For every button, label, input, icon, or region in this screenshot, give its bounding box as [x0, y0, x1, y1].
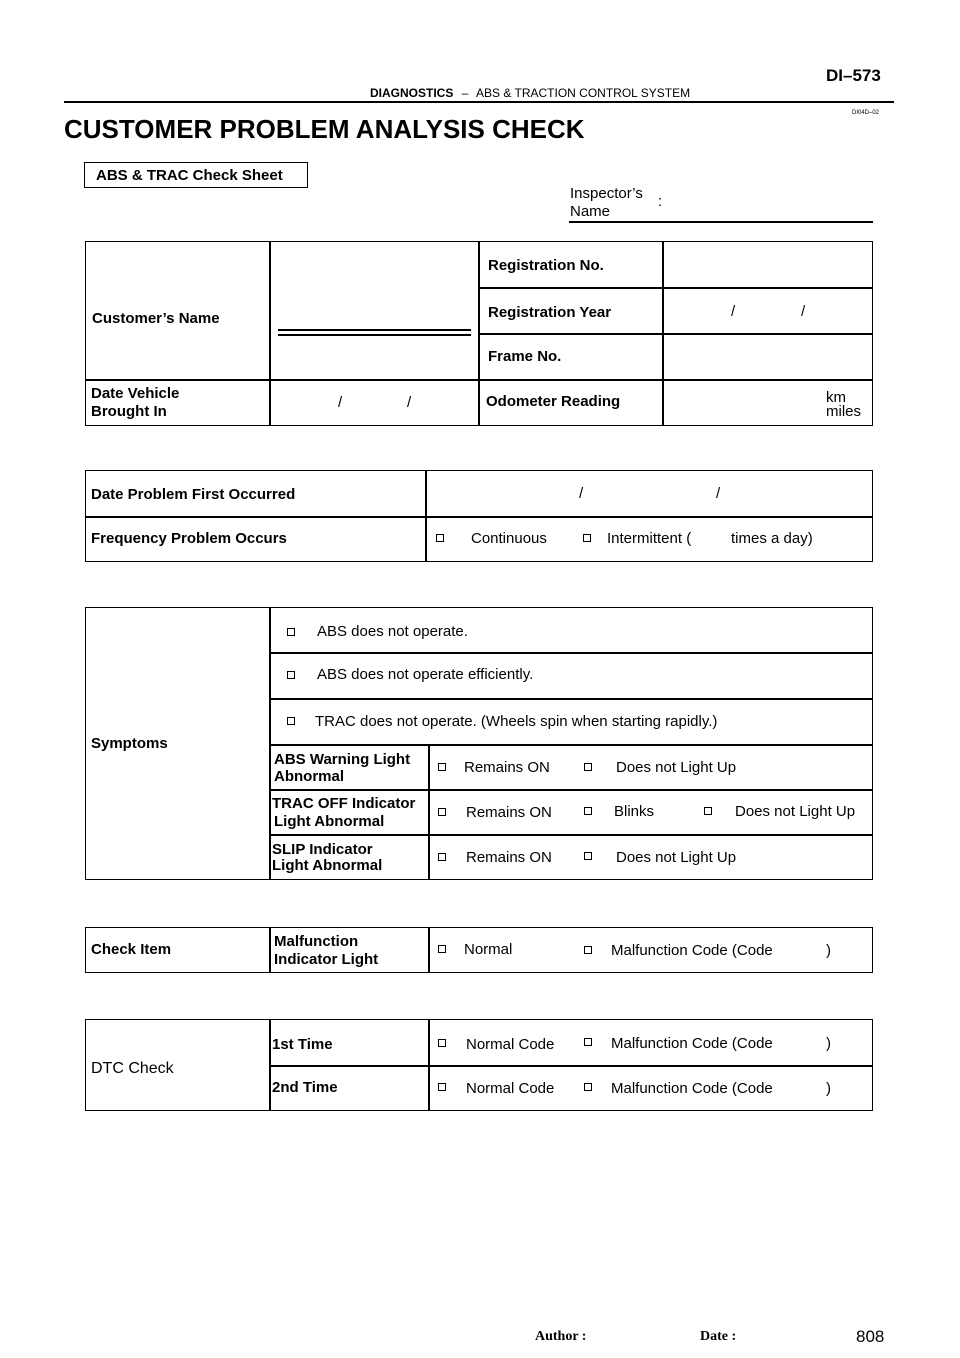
odometer-km: km	[826, 389, 846, 406]
symptoms-label: Symptoms	[91, 735, 168, 752]
header-section: DIAGNOSTICS	[370, 86, 454, 100]
abs-warning-label-line2: Abnormal	[274, 768, 345, 785]
date-brought-label-line2: Brought In	[91, 403, 167, 420]
trac-off-no-light-checkbox[interactable]	[704, 807, 712, 815]
times-a-day-text: times a day)	[731, 530, 813, 547]
customer-name-label: Customer’s Name	[92, 310, 220, 327]
dtc-first-time-label: 1st Time	[272, 1036, 333, 1053]
date-brought-sep2: /	[407, 394, 412, 411]
mil-label-line1: Malfunction	[274, 933, 359, 950]
first-occurred-sep2: /	[716, 485, 721, 502]
abs-warning-label-line1: ABS Warning Light	[274, 751, 411, 768]
check-item-label: Check Item	[91, 941, 172, 958]
trac-off-remains-on-checkbox[interactable]	[438, 808, 446, 816]
dtc-second-malfunction-checkbox[interactable]	[584, 1083, 592, 1091]
continuous-checkbox[interactable]	[436, 534, 444, 542]
sheet-label: ABS & TRAC Check Sheet	[96, 167, 283, 184]
slip-label-line2: Light Abnormal	[272, 857, 383, 874]
continuous-text: Continuous	[471, 530, 547, 547]
dtc-second-time-label: 2nd Time	[272, 1079, 338, 1096]
mil-normal-checkbox[interactable]	[438, 945, 446, 953]
slip-remains-on-checkbox[interactable]	[438, 853, 446, 861]
mil-normal-text: Normal	[464, 941, 513, 958]
mil-malfunction-close: )	[826, 942, 831, 959]
inspector-name-line[interactable]	[569, 221, 873, 223]
dtc-second-normal-text: Normal Code	[466, 1080, 555, 1097]
slip-no-light-checkbox[interactable]	[584, 852, 592, 860]
customer-name-field-line2	[278, 334, 471, 336]
trac-off-blinks-text: Blinks	[614, 803, 655, 820]
intermittent-text: Intermittent (	[607, 530, 692, 547]
registration-no-label: Registration No.	[488, 257, 604, 274]
dtc-first-malfunction-close: )	[826, 1035, 831, 1052]
slip-remains-on-text: Remains ON	[466, 849, 552, 866]
dtc-second-normal-checkbox[interactable]	[438, 1083, 446, 1091]
abs-not-efficient-checkbox[interactable]	[287, 671, 295, 679]
dtc-first-normal-text: Normal Code	[466, 1036, 555, 1053]
running-header	[370, 86, 690, 100]
dtc-first-normal-checkbox[interactable]	[438, 1039, 446, 1047]
dtc-second-malfunction-close: )	[826, 1080, 831, 1097]
footer-page-number: 808	[856, 1327, 885, 1346]
header-rule	[64, 101, 894, 103]
doc-id: DI04D–02	[852, 110, 880, 116]
inspector-colon: :	[658, 193, 663, 210]
mil-malfunction-text: Malfunction Code (Code	[611, 942, 773, 959]
abs-warning-no-light-text: Does not Light Up	[616, 759, 737, 776]
abs-warning-remains-on-checkbox[interactable]	[438, 763, 446, 771]
abs-not-operate-text: ABS does not operate.	[317, 623, 468, 640]
abs-not-operate-checkbox[interactable]	[287, 628, 295, 636]
abs-not-efficient-text: ABS does not operate efficiently.	[317, 666, 534, 683]
registration-year-label: Registration Year	[488, 304, 612, 321]
frame-no-label: Frame No.	[488, 348, 562, 365]
date-brought-label-line1: Date Vehicle	[91, 385, 180, 402]
trac-off-no-light-text: Does not Light Up	[735, 803, 856, 820]
header-dash: –	[461, 86, 469, 100]
registration-year-sep2: /	[801, 303, 806, 320]
mil-malfunction-checkbox[interactable]	[584, 946, 592, 954]
slip-label-line1: SLIP Indicator	[272, 841, 373, 858]
date-brought-sep1: /	[338, 394, 343, 411]
dtc-second-malfunction-text: Malfunction Code (Code	[611, 1080, 773, 1097]
trac-off-label-line2: Light Abnormal	[274, 813, 385, 830]
dtc-first-malfunction-checkbox[interactable]	[584, 1038, 592, 1046]
customer-name-field-line1[interactable]	[278, 329, 471, 331]
header-subsection: ABS & TRACTION CONTROL SYSTEM	[476, 86, 691, 100]
trac-off-blinks-checkbox[interactable]	[584, 807, 592, 815]
trac-not-operate-text: TRAC does not operate. (Wheels spin when starting rapidly.)	[315, 713, 718, 730]
dtc-first-malfunction-text: Malfunction Code (Code	[611, 1035, 773, 1052]
intermittent-checkbox[interactable]	[583, 534, 591, 542]
dtc-check-label: DTC Check	[91, 1060, 174, 1077]
trac-off-label-line1: TRAC OFF Indicator	[272, 795, 416, 812]
trac-off-remains-on-text: Remains ON	[466, 804, 552, 821]
page-title: CUSTOMER PROBLEM ANALYSIS CHECK	[64, 114, 585, 144]
first-occurred-label: Date Problem First Occurred	[91, 486, 296, 503]
slip-no-light-text: Does not Light Up	[616, 849, 737, 866]
odometer-miles: miles	[826, 403, 862, 420]
registration-year-sep1: /	[731, 303, 736, 320]
footer-author-label: Author :	[535, 1329, 587, 1344]
inspector-label-line2: Name	[570, 203, 611, 220]
trac-not-operate-checkbox[interactable]	[287, 717, 295, 725]
mil-label-line2: Indicator Light	[274, 951, 379, 968]
page-code: DI–573	[826, 66, 881, 85]
footer-date-label: Date :	[700, 1329, 737, 1344]
first-occurred-sep1: /	[579, 485, 584, 502]
frequency-label: Frequency Problem Occurs	[91, 530, 287, 547]
inspector-label-line1: Inspector’s	[570, 185, 643, 202]
odometer-label: Odometer Reading	[486, 393, 621, 410]
abs-warning-no-light-checkbox[interactable]	[584, 763, 592, 771]
abs-warning-remains-on-text: Remains ON	[464, 759, 550, 776]
